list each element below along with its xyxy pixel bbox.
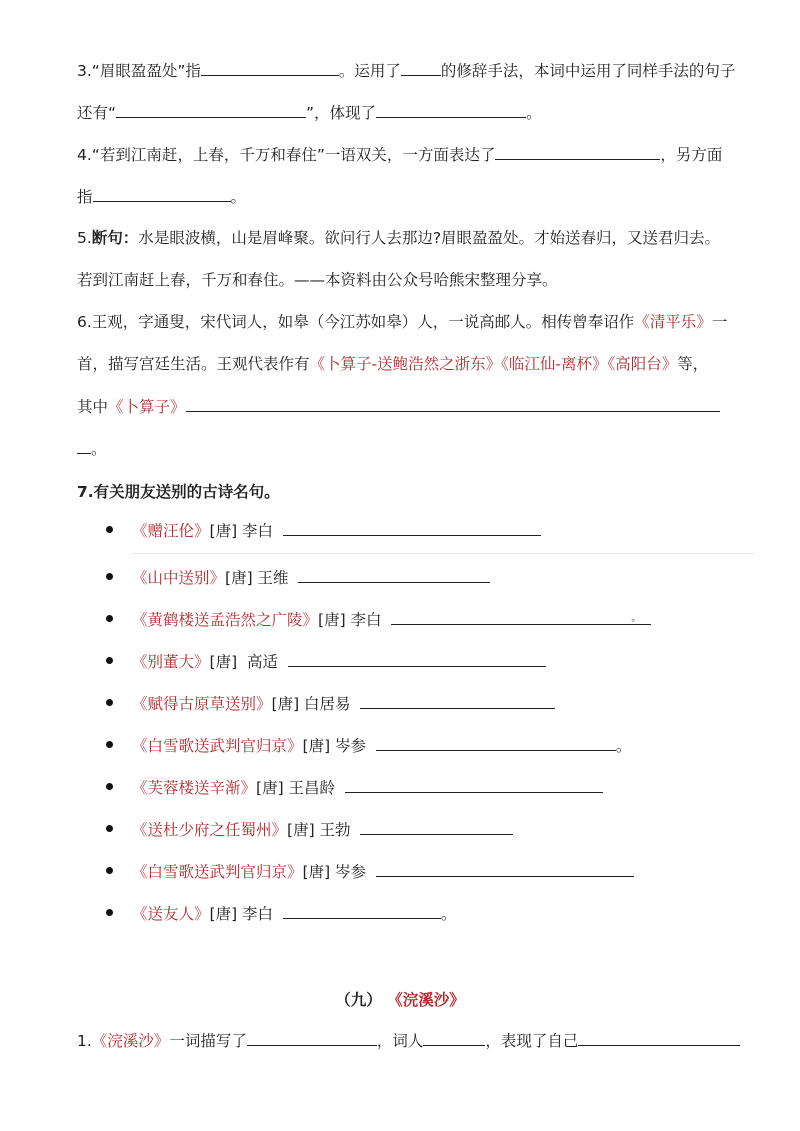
answer-blank[interactable] — [376, 859, 634, 877]
q4-text-d: 。 — [230, 188, 247, 206]
q4-text-c: 指 — [77, 188, 93, 206]
bullet-icon — [106, 615, 113, 622]
q3-text-f: 。 — [526, 104, 542, 122]
q3-blank-2[interactable] — [401, 58, 441, 76]
poem-author: [唐] 高适 — [209, 653, 278, 671]
q3-text-a: 3.“眉眼盈盈处”指 — [77, 62, 201, 80]
q5-number: 5. — [77, 229, 92, 247]
q3-text-b: 。运用了 — [338, 62, 401, 80]
poem-title: 《赋得古原草送别》 — [132, 695, 272, 713]
q6-title-gaoyangtai: 《高阳台》 — [607, 355, 678, 373]
bullet-icon — [106, 657, 113, 664]
poem-title: 《黄鹤楼送孟浩然之广陵》 — [132, 611, 319, 629]
list-item — [132, 775, 603, 800]
list-item — [132, 817, 513, 842]
q6-blank-2[interactable] — [77, 436, 91, 454]
q3-blank-1[interactable] — [201, 58, 339, 76]
poem-author: [唐] 李白 — [209, 905, 274, 923]
list-item — [132, 607, 655, 632]
s9q1-blank-2[interactable] — [423, 1028, 485, 1046]
poem-title: 《芙蓉楼送辛渐》 — [132, 779, 257, 797]
s9q1-blank-3[interactable] — [578, 1028, 740, 1046]
q4-text-a: 4.“若到江南赶，上春，千万和春住”一语双关，一方面表达了 — [77, 146, 496, 164]
bullet-icon — [106, 526, 113, 533]
q6-text-d: 等， — [677, 355, 709, 373]
item-end: 。 — [615, 737, 632, 755]
section-heading — [0, 988, 800, 1010]
bullet-icon — [106, 783, 113, 790]
list-item — [132, 733, 631, 758]
q4-blank-2[interactable] — [93, 184, 231, 202]
s9-q1-line — [77, 1028, 740, 1053]
q6-line-3 — [77, 394, 720, 419]
list-item — [132, 901, 456, 926]
q5-line-2 — [77, 268, 558, 292]
s9q1-text-c: ，表现了自己 — [485, 1032, 579, 1050]
q6-line-4 — [77, 436, 107, 461]
q6-text-f: 。 — [91, 440, 107, 458]
answer-blank[interactable] — [283, 901, 441, 919]
poem-author: [唐] 岑参 — [302, 863, 367, 881]
divider — [132, 553, 754, 554]
bullet-icon — [106, 909, 113, 916]
q6-title-linjiangxian: 《临江仙-离杯》 — [501, 355, 608, 373]
q3-text-d: 还有“ — [77, 104, 117, 122]
answer-blank[interactable] — [283, 518, 541, 536]
poem-author: [唐] 白居易 — [271, 695, 351, 713]
q3-blank-3[interactable] — [116, 100, 306, 118]
answer-blank[interactable] — [288, 649, 546, 667]
q7-title: 7.有关朋友送别的古诗名句。 — [77, 483, 280, 501]
q6-text-b: 一 — [711, 313, 728, 331]
q5-text-2: 若到江南赶上春，千万和春住。——本资料由公众号哈熊宋整理分享。 — [77, 271, 558, 289]
q6-title-busuanzi-full: 《卜算子-送鲍浩然之浙东》 — [309, 355, 502, 373]
answer-blank[interactable] — [345, 775, 603, 793]
q4-line-1 — [77, 142, 722, 167]
s9q1-text-b: ，词人 — [376, 1032, 424, 1050]
poem-title: 《山中送别》 — [132, 569, 226, 587]
poem-title: 《送杜少府之任蜀州》 — [132, 821, 288, 839]
poem-author: [唐] 岑参 — [302, 737, 367, 755]
item-end: 。 — [631, 613, 642, 624]
s9q1-number: 1. — [77, 1032, 92, 1050]
poem-author: [唐] 王昌龄 — [256, 779, 336, 797]
poem-author: [唐] 李白 — [318, 611, 382, 629]
answer-blank[interactable] — [298, 565, 490, 583]
q6-line-1 — [77, 310, 727, 334]
q3-blank-4[interactable] — [376, 100, 526, 118]
q5-bold-label: 断句： — [91, 229, 139, 247]
answer-blank[interactable] — [360, 817, 513, 835]
q6-title-busuanzi: 《卜算子》 — [108, 398, 186, 416]
q3-line-2 — [77, 100, 542, 125]
q4-line-2 — [77, 184, 246, 209]
poem-title: 《赠汪伦》 — [132, 522, 210, 540]
poem-author: [唐] 王维 — [225, 569, 289, 587]
q6-text-a: 6.王观，字通叟，宋代词人，如皋（今江苏如皋）人，一说高邮人。相传曾奉诏作 — [77, 313, 635, 331]
poem-author: [唐] 李白 — [209, 522, 274, 540]
q6-text-e: 其中 — [77, 398, 109, 416]
bullet-icon — [106, 699, 113, 706]
s9q1-blank-1[interactable] — [247, 1028, 377, 1046]
answer-blank[interactable] — [391, 607, 651, 625]
bullet-icon — [106, 867, 113, 874]
s9q1-title: 《浣溪沙》 — [91, 1032, 170, 1050]
q3-line-1 — [77, 58, 735, 83]
bullet-icon — [106, 573, 113, 580]
section-number: （九） — [335, 991, 382, 1009]
q6-line-2 — [77, 352, 708, 376]
list-item — [132, 518, 541, 543]
q4-text-b: ，另方面 — [660, 146, 723, 164]
bullet-icon — [106, 825, 113, 832]
q5-line-1 — [77, 226, 720, 250]
list-item — [132, 691, 555, 716]
section-title: 《浣溪沙》 — [387, 991, 465, 1009]
q4-blank-1[interactable] — [495, 142, 660, 160]
q3-text-e: ”，体现了 — [306, 104, 377, 122]
poem-title: 《送友人》 — [132, 905, 210, 923]
answer-blank[interactable] — [376, 733, 616, 751]
list-item — [132, 649, 546, 674]
q6-text-c: 首，描写宫廷生活。王观代表作有 — [77, 355, 310, 373]
s9q1-text-a: 一词描写了 — [169, 1032, 247, 1050]
poem-title: 《别董大》 — [132, 653, 210, 671]
list-item — [132, 859, 634, 884]
item-end: 。 — [440, 905, 457, 923]
answer-blank[interactable] — [360, 691, 555, 709]
list-item — [132, 565, 490, 590]
q6-blank-1[interactable] — [186, 394, 720, 412]
poem-title: 《白雪歌送武判官归京》 — [132, 863, 303, 881]
q3-text-c: 的修辞手法，本词中运用了同样手法的句子 — [440, 62, 736, 80]
q6-title-qingpingle: 《清平乐》 — [634, 313, 712, 331]
poem-author: [唐] 王勃 — [287, 821, 351, 839]
poem-title: 《白雪歌送武判官归京》 — [132, 737, 303, 755]
bullet-icon — [106, 741, 113, 748]
q5-text-1: 水是眼波横，山是眉峰聚。欲问行人去那边?眉眼盈盈处。才始送春归，又送君归去。 — [138, 229, 721, 247]
